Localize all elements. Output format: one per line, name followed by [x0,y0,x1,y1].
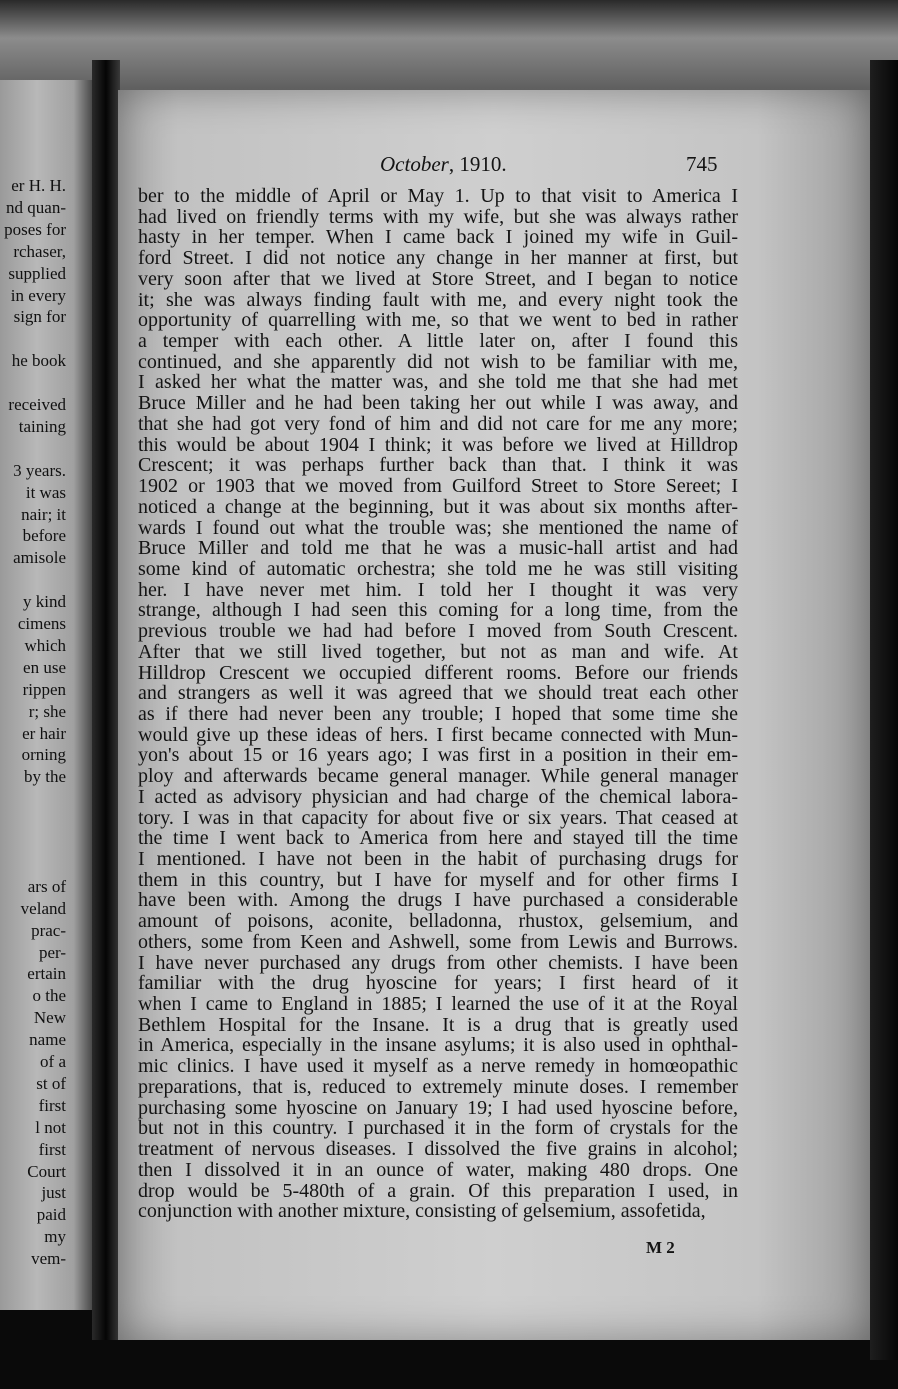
facing-page-line: sign for [13,307,66,327]
facing-page-line: nair; it [21,504,66,524]
facing-page-line: ertain [27,964,66,984]
text-line: strange, although I had seen this coming for a long time, from the [138,599,738,622]
facing-page-line: rchaser, [13,241,66,261]
text-line: Crescent; it was perhaps further back than that. I think it was [138,454,738,477]
facing-page-line: first [38,1139,66,1159]
facing-page-line: supplied [8,263,66,283]
text-line: preparations, that is, reduced to extremely minute doses. I remember [138,1075,738,1098]
text-line: After that we still lived together, but not as man and wife. At [138,640,738,663]
text-line: Bruce Miller and he had been taking her out while I was away, and [138,392,738,415]
text-line: I acted as advisory physician and had charge of the chemical labora- [138,785,738,808]
text-line: treatment of nervous diseases. I dissolved the five grains in alcohol; [138,1138,738,1161]
facing-page-line: in every [10,285,66,305]
facing-page-line: per- [38,942,66,962]
book-page [118,90,870,1340]
facing-page-line: taining [18,416,66,436]
text-line: this would be about 1904 I think; it was before we lived at Hilldrop [138,433,738,456]
text-line: I asked her what the matter was, and she told me that she had met [138,371,738,394]
facing-page-line: just [41,1183,66,1203]
running-header [118,152,870,182]
facing-page-line: poses for [4,219,66,239]
facing-page-line: st of [36,1073,66,1093]
text-line: then I dissolved it in an ounce of water, making 480 drops. One [138,1158,738,1181]
facing-page-line: ars of [27,876,66,896]
facing-page-line: prac- [31,920,66,940]
text-line: some kind of automatic orchestra; she told me he was still visiting [138,557,738,580]
text-line: them in this country, but I have for myself and for other firms I [138,868,738,891]
text-line: had lived on friendly terms with my wife, but she was always rather [138,205,738,228]
facing-page-line: my [44,1227,66,1247]
facing-page-line: by the [23,767,66,787]
facing-page-fragment [0,80,92,1310]
text-line: I mentioned. I have not been in the habit of purchasing drugs for [138,848,738,870]
facing-page-line: o the [32,986,66,1006]
text-line: others, some from Keen and Ashwell, some from Lewis and Burrows. [138,930,738,953]
text-line: I have never purchased any drugs from other chemists. I have been [138,951,738,974]
text-line: ford Street. I did not notice any change in her manner at first, but [138,247,738,270]
running-title: October, 1910. [380,152,507,176]
text-line: tory. I was in that capacity for about five or six years. That ceased at [138,806,738,829]
facing-page-line: vem- [31,1249,66,1269]
text-line: Bruce Miller and told me that he was a music-hall artist and had [138,537,738,560]
text-line: wards I found out what the trouble was; she mentioned the name of [138,516,738,539]
book-gutter [92,60,120,1340]
facing-page-line: of a [40,1052,66,1071]
text-line: very soon after that we lived at Store Street, and I began to notice [138,267,738,290]
facing-page-line: er H. H. [11,176,66,195]
text-line: when I came to England in 1885; I learned the use of it at the Royal [138,993,738,1016]
text-line: that she had got very fond of him and did not care for me any more; [138,412,738,435]
facing-page-line: 3 years. [13,460,66,480]
text-line: as if there had never been any trouble; I hoped that some time she [138,702,738,725]
text-line: conjunction with another mixture, consisting of gelsemium, assofetida, [138,1200,706,1223]
text-line: but not in this country. I purchased it in the form of crystals for the [138,1117,738,1140]
facing-page-line: received [8,395,66,414]
facing-page-line: before [22,526,66,546]
facing-page-line: cimens [17,614,66,633]
facing-page-line: er hair [22,723,66,743]
facing-page-line: it was [25,482,66,502]
text-line: ploy and afterwards became general manager. While general manager [138,765,738,788]
text-line: yon's about 15 or 16 years ago; I was first in a position in their em- [138,744,738,767]
text-line: mic clinics. I have used it myself as a nerve remedy in homœopathic [138,1055,738,1078]
signature-mark: M 2 [646,1238,675,1257]
facing-page-line: he book [11,351,66,371]
facing-page-line: Court [27,1161,66,1181]
facing-page-line: en use [23,657,66,677]
facing-page-line: New [33,1008,66,1028]
facing-page-line: veland [20,898,66,918]
text-line: 1902 or 1903 that we moved from Guilford Street to Store Sereet; I [138,475,738,498]
body-text [138,186,738,1222]
scan-right-edge [870,60,898,1360]
text-line: a temper with each other. A little later on, after I found this [138,330,738,353]
facing-page-line: first [38,1095,66,1115]
text-line: opportunity of quarrelling with me, so that we went to bed in rather [138,309,738,332]
text-line: continued, and she apparently did not wish to be familiar with me, [138,350,738,373]
text-line: ber to the middle of April or May 1. Up to that visit to America I [138,185,738,207]
scan-top-edge [0,0,898,95]
text-line: would give up these ideas of hers. I first became connected with Mun- [138,723,738,746]
text-line: noticed a change at the beginning, but it was about six months after- [138,495,738,518]
facing-page-line: y kind [23,592,66,612]
text-line: previous trouble we had had before I moved from South Crescent. [138,620,738,643]
facing-page-line: which [24,635,66,655]
text-line: Hilldrop Crescent we occupied different rooms. Before our friends [138,661,738,684]
text-line: her. I have never met him. I told her I thought it was very [138,578,738,601]
text-line: the time I went back to America from here and stayed till the time [138,827,738,850]
text-line: amount of poisons, aconite, belladonna, rhustox, gelsemium, and [138,910,738,933]
facing-page-line: r; she [28,701,66,721]
facing-page-line: name [29,1030,66,1050]
text-line: and strangers as well it was agreed that we should treat each other [138,682,738,705]
text-line: it; she was always finding fault with me, and every night took the [138,288,738,311]
facing-page-line: l not [35,1117,66,1137]
facing-page-line: nd quan- [6,197,66,217]
facing-page-line: orning [21,745,66,765]
text-line: familiar with the drug hyoscine for years; I first heard of it [138,972,738,995]
facing-page-line: rippen [22,679,66,699]
text-line: drop would be 5-480th of a grain. Of this preparation I used, in [138,1179,738,1202]
page-number: 745 [686,152,718,176]
text-line: have been with. Among the drugs I have purchased a considerable [138,889,738,912]
text-line: purchasing some hyoscine on January 19; I had used hyoscine before, [138,1096,738,1119]
facing-page-line: paid [36,1205,66,1225]
text-line: hasty in her temper. When I came back I joined my wife in Guil- [138,226,738,249]
text-line: Bethlem Hospital for the Insane. It is a drug that is greatly used [138,1013,738,1036]
facing-page-line: amisole [13,548,66,568]
text-line: in America, especially in the insane asylums; it is also used in ophthal- [138,1034,738,1057]
